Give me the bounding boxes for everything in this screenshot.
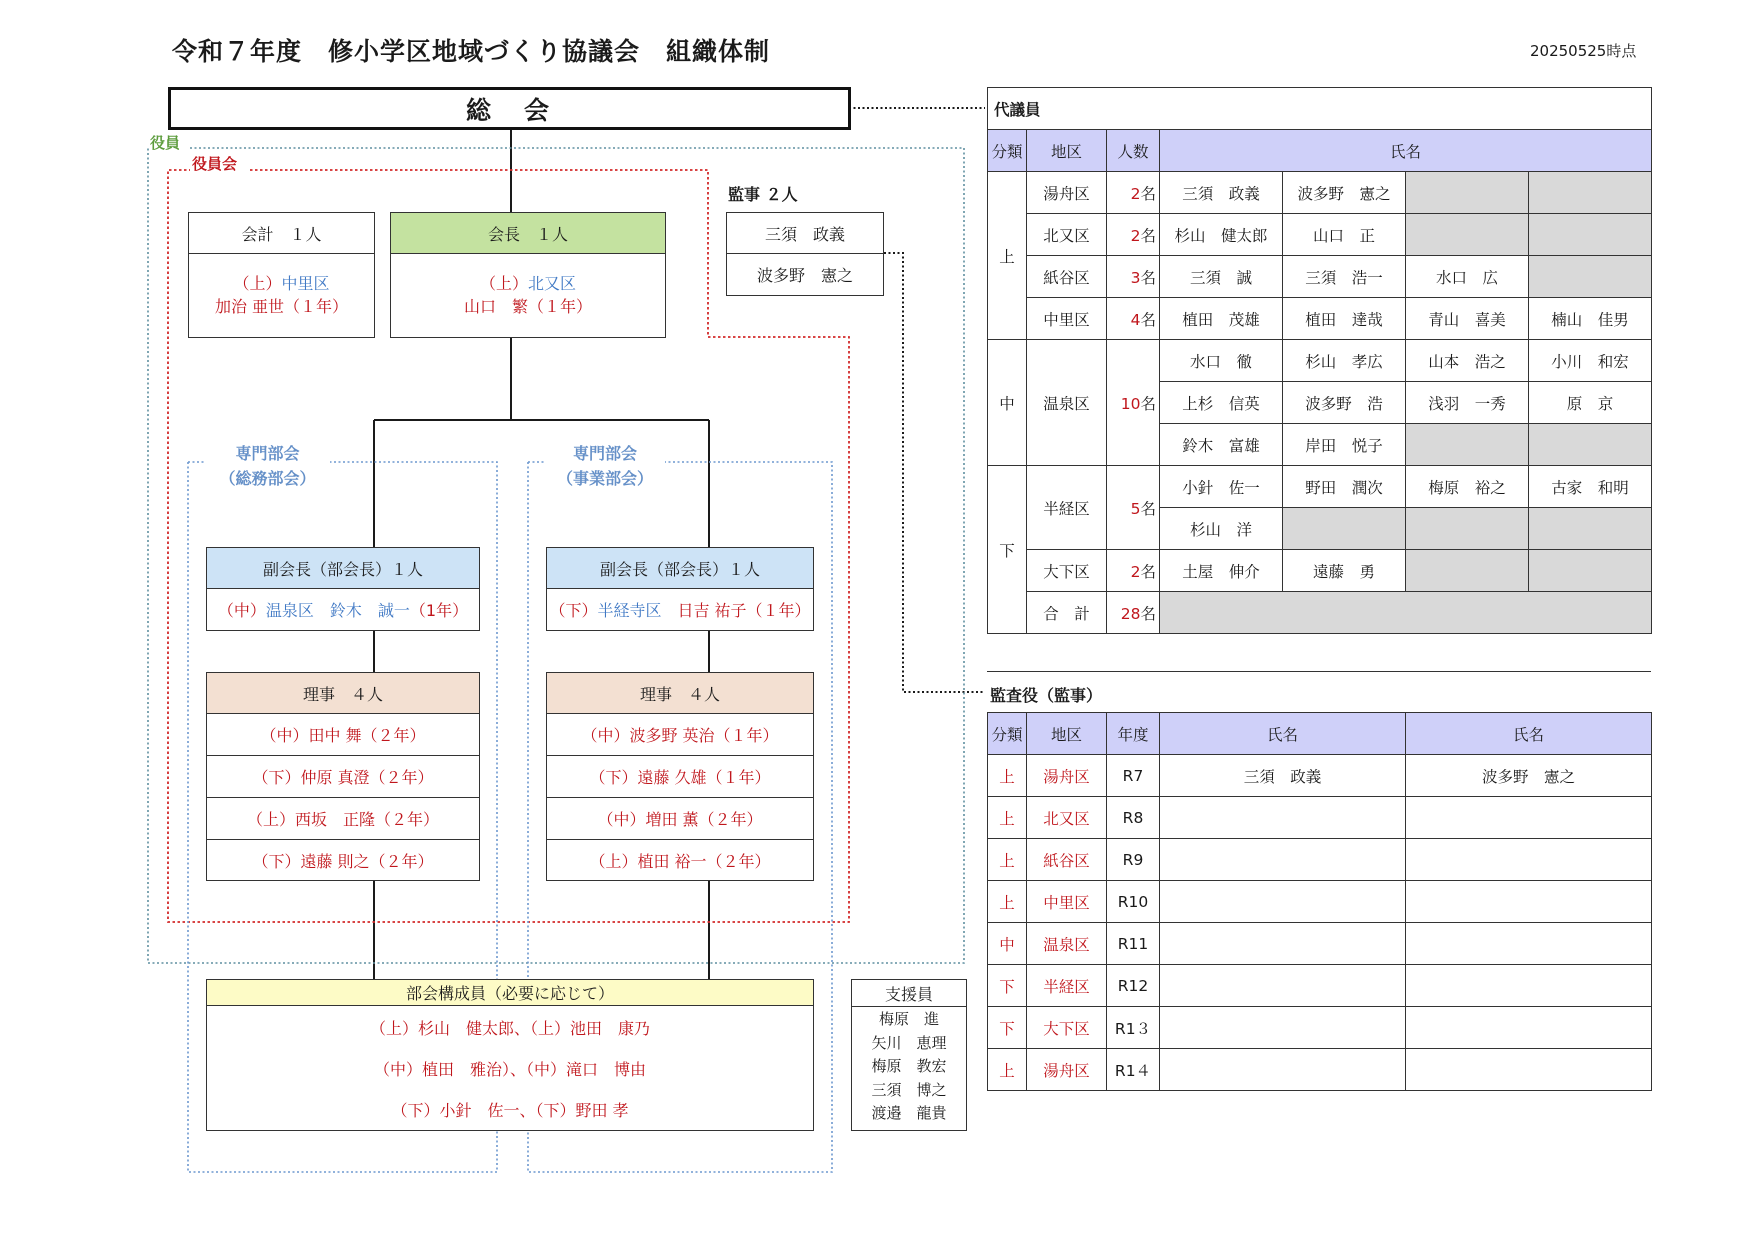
kansa-header: 氏名	[1160, 713, 1406, 755]
daigiin-name: 杉山 孝広	[1283, 340, 1406, 382]
daigiin-name: 鈴木 富雄	[1160, 424, 1283, 466]
jigyo-vice-suffix: 日吉 祐子（１年）	[677, 601, 811, 620]
soumu-riji-member: （中）田中 舞（２年）	[260, 726, 426, 745]
kansa-area: 半経区	[1027, 965, 1107, 1007]
kansa-name	[1406, 881, 1652, 923]
shienin-box	[851, 979, 967, 1131]
shienin-member: 梅原 教宏	[871, 1057, 947, 1075]
soumu-riji-title: 理事 ４人	[207, 673, 479, 714]
kansa-name	[1160, 797, 1406, 839]
as-of-date: 20250525時点	[1530, 42, 1637, 60]
kansa-name	[1406, 1049, 1652, 1091]
daigiin-bunrui: 下	[988, 466, 1027, 634]
jigyo-riji-member: （中）増田 薫（２年）	[547, 797, 813, 839]
daigiin-header-shimei: 氏名	[1160, 130, 1652, 172]
kaicho-area: 北又区	[528, 274, 577, 293]
daigiin-name: 杉山 健太郎	[1160, 214, 1283, 256]
kansa-year: R8	[1107, 797, 1160, 839]
daigiin-area: 紙谷区	[1027, 256, 1107, 298]
page-title: 令和７年度 修小学区地域づくり協議会 組織体制	[172, 37, 771, 66]
kanji-member-2: 波多野 憲之	[756, 266, 853, 285]
kaicho-box	[390, 212, 666, 338]
soukai-box	[168, 87, 851, 130]
kansayaku-title: 監査役（監事）	[990, 686, 1103, 705]
kanji-title: 監事 ２人	[728, 185, 798, 204]
kansa-bunrui: 上	[988, 797, 1027, 839]
kansa-year: R7	[1107, 755, 1160, 797]
soumu-vice-suffix: （1年）	[409, 601, 469, 620]
jigyo-riji-box	[546, 672, 814, 881]
kansa-bunrui: 上	[988, 755, 1027, 797]
daigiin-count: 3名	[1107, 256, 1160, 298]
daigiin-name: 三須 浩一	[1283, 256, 1406, 298]
daigiin-count: 10名	[1107, 340, 1160, 466]
kanji-member-1: 三須 政義	[727, 213, 883, 254]
yakuin-label: 役員	[150, 134, 181, 152]
soumu-label-1: 専門部会	[235, 444, 300, 463]
daigiin-area: 北又区	[1027, 214, 1107, 256]
kansa-header: 地区	[1027, 713, 1107, 755]
daigiin-name: 楠山 佳男	[1529, 298, 1652, 340]
daigiin-name: 上杉 信英	[1160, 382, 1283, 424]
kansayaku-table	[987, 712, 1652, 1091]
bukai-members-line: （中）植田 雅治）、（中）滝口 博由	[373, 1060, 646, 1079]
daigiin-name: 波多野 浩	[1283, 382, 1406, 424]
kansa-name	[1160, 839, 1406, 881]
daigiin-name: 植田 茂雄	[1160, 298, 1283, 340]
soumu-riji-member: （上）西坂 正隆（２年）	[207, 797, 479, 839]
kansayaku-top-rule	[987, 671, 1651, 672]
daigiin-name: 三須 誠	[1160, 256, 1283, 298]
daigiin-area: 半経区	[1027, 466, 1107, 550]
bukai-members-line: （下）小針 佐一、（下）野田 孝	[391, 1101, 629, 1120]
kansa-name	[1406, 797, 1652, 839]
jigyo-riji-member: （中）波多野 英治（１年）	[581, 726, 779, 745]
kansa-bunrui: 中	[988, 923, 1027, 965]
daigiin-bunrui: 中	[988, 340, 1027, 466]
kanji-box	[726, 212, 884, 296]
daigiin-header-ninzu: 人数	[1107, 130, 1160, 172]
kansa-year: R9	[1107, 839, 1160, 881]
yakuinkai-label: 役員会	[192, 155, 238, 173]
bukai-members-box	[206, 979, 814, 1131]
shienin-member: 矢川 恵理	[871, 1033, 947, 1052]
soumu-vice-area: 温泉区 鈴木 誠一	[265, 601, 410, 620]
kansa-bunrui: 上	[988, 1049, 1027, 1091]
bukai-members-line: （上）杉山 健太郎、（上）池田 康乃	[369, 1018, 650, 1038]
kansa-name: 三須 政義	[1160, 755, 1406, 797]
kansa-year: R12	[1107, 965, 1160, 1007]
daigiin-name: 古家 和明	[1529, 466, 1652, 508]
kaicho-title: 会長 １人	[391, 213, 665, 254]
daigiin-name: 青山 喜美	[1406, 298, 1529, 340]
daigiin-name: 杉山 洋	[1160, 508, 1283, 550]
daigiin-area: 大下区	[1027, 550, 1107, 592]
kansa-name	[1406, 1007, 1652, 1049]
soumu-vice-prefix: （中）	[217, 601, 266, 620]
kaikei-title: 会計 １人	[189, 213, 374, 254]
shienin-member: 三須 博之	[871, 1080, 947, 1099]
jigyo-vice-title: 副会長（部会長）１人	[547, 548, 813, 589]
daigiin-name: 野田 潤次	[1283, 466, 1406, 508]
daigiin-name: 三須 政義	[1160, 172, 1283, 214]
soumu-riji-box	[206, 672, 480, 881]
daigiin-name: 小川 和宏	[1529, 340, 1652, 382]
daigiin-count: 2名	[1107, 550, 1160, 592]
jigyo-vice-box	[546, 547, 814, 631]
daigiin-title: 代議員	[988, 88, 1652, 130]
daigiin-name: 水口 広	[1406, 256, 1529, 298]
daigiin-area: 中里区	[1027, 298, 1107, 340]
kansa-year: R11	[1107, 923, 1160, 965]
daigiin-count: 2名	[1107, 214, 1160, 256]
shienin-member: 梅原 進	[878, 1010, 939, 1028]
daigiin-name: 小針 佐一	[1160, 466, 1283, 508]
kansa-year: R1４	[1107, 1049, 1160, 1091]
kansa-area: 中里区	[1027, 881, 1107, 923]
kaikei-area-prefix: （上）	[233, 274, 282, 293]
daigiin-count: 2名	[1107, 172, 1160, 214]
kansa-header: 年度	[1107, 713, 1160, 755]
jigyo-riji-member: （下）遠藤 久雄（１年）	[547, 755, 813, 797]
jigyo-bukai-label	[545, 441, 665, 491]
soumu-riji-member: （下）仲原 真澄（２年）	[207, 755, 479, 797]
kansa-name	[1406, 965, 1652, 1007]
daigiin-count: 4名	[1107, 298, 1160, 340]
jigyo-vice-area: 半経寺区	[597, 601, 662, 620]
daigiin-area: 温泉区	[1027, 340, 1107, 466]
jigyo-label-2: （事業部会）	[556, 469, 653, 488]
bukai-members-title: 部会構成員（必要に応じて）	[207, 980, 813, 1006]
kansa-bunrui: 上	[988, 881, 1027, 923]
kansa-name	[1406, 839, 1652, 881]
kansa-header: 分類	[988, 713, 1027, 755]
kansa-bunrui: 下	[988, 1007, 1027, 1049]
jigyo-vice-prefix: （下）	[549, 601, 598, 620]
daigiin-name: 山本 浩之	[1406, 340, 1529, 382]
jigyo-label-1: 専門部会	[572, 444, 637, 463]
jigyo-riji-member: （上）植田 裕一（２年）	[547, 839, 813, 880]
kansa-name	[1406, 923, 1652, 965]
kansa-name	[1160, 1049, 1406, 1091]
soumu-vice-box	[206, 547, 480, 631]
daigiin-total: 28名	[1107, 592, 1160, 634]
kaikei-box	[188, 212, 375, 338]
daigiin-name: 波多野 憲之	[1283, 172, 1406, 214]
kansa-name: 波多野 憲之	[1406, 755, 1652, 797]
kansa-area: 北又区	[1027, 797, 1107, 839]
kaicho-person: 山口 繁（１年）	[463, 297, 592, 316]
daigiin-name: 梅原 裕之	[1406, 466, 1529, 508]
kansa-area: 湯舟区	[1027, 1049, 1107, 1091]
daigiin-total-label: 合 計	[1027, 592, 1107, 634]
daigiin-name: 原 京	[1529, 382, 1652, 424]
daigiin-name: 植田 達哉	[1283, 298, 1406, 340]
kansa-area: 温泉区	[1027, 923, 1107, 965]
daigiin-count: 5名	[1107, 466, 1160, 550]
daigiin-area: 湯舟区	[1027, 172, 1107, 214]
soukai-label: 総 会	[465, 95, 553, 125]
kansa-area: 湯舟区	[1027, 755, 1107, 797]
daigiin-name: 山口 正	[1283, 214, 1406, 256]
daigiin-name: 遠藤 勇	[1283, 550, 1406, 592]
soumu-label-2: （総務部会）	[219, 469, 316, 488]
kansa-year: R1３	[1107, 1007, 1160, 1049]
daigiin-header-chiku: 地区	[1027, 130, 1107, 172]
daigiin-name: 土屋 伸介	[1160, 550, 1283, 592]
soumu-bukai-label	[205, 441, 330, 491]
kansa-area: 紙谷区	[1027, 839, 1107, 881]
daigiin-table	[987, 87, 1652, 634]
kansa-name	[1160, 881, 1406, 923]
shienin-title: 支援員	[852, 980, 966, 1007]
shienin-member: 渡邉 龍貴	[871, 1104, 947, 1122]
kansa-name	[1160, 1007, 1406, 1049]
kansa-header: 氏名	[1406, 713, 1652, 755]
kansa-bunrui: 下	[988, 965, 1027, 1007]
kaicho-area-prefix: （上）	[479, 274, 528, 293]
soumu-riji-member: （下）遠藤 則之（２年）	[207, 839, 479, 880]
kansa-year: R10	[1107, 881, 1160, 923]
daigiin-header-bunrui: 分類	[988, 130, 1027, 172]
kansa-bunrui: 上	[988, 839, 1027, 881]
kaikei-person: 加治 亜世（１年）	[214, 297, 349, 316]
daigiin-name: 水口 徹	[1160, 340, 1283, 382]
daigiin-name: 岸田 悦子	[1283, 424, 1406, 466]
jigyo-riji-title: 理事 ４人	[547, 673, 813, 714]
kaikei-area: 中里区	[281, 274, 330, 293]
kansa-name	[1160, 923, 1406, 965]
kansa-name	[1160, 965, 1406, 1007]
daigiin-bunrui: 上	[988, 172, 1027, 340]
soumu-vice-title: 副会長（部会長）１人	[207, 548, 479, 589]
kansa-area: 大下区	[1027, 1007, 1107, 1049]
daigiin-name: 浅羽 一秀	[1406, 382, 1529, 424]
